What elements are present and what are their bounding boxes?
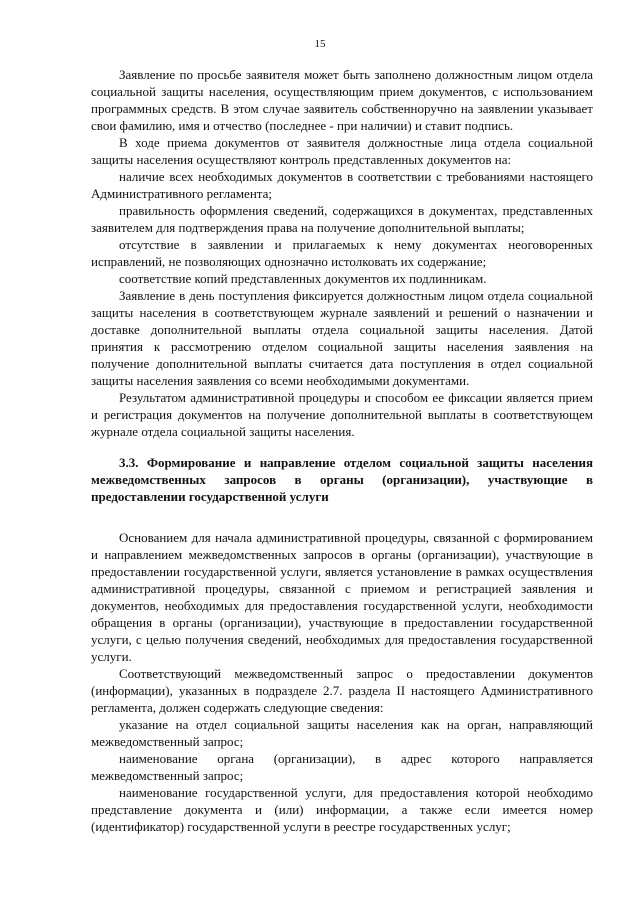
page-body (91, 66, 593, 835)
list-item: указание на отдел социальной защиты населения как на орган, направляющий межведомственный запрос; (91, 717, 593, 749)
paragraph: Основанием для начала административной процедуры, связанной с формированием и направлением межведомственных запросов в органы (организации), участвующие в предоставлении государственной услуги, является установление в рамках осуществления административной процедуры, связанной с приемом и регистрацией заявления и документов, необходимых для предоставления государственной услуги, необходимости обращения в органы (организации), участвующие в предоставлении государственной услуги, с целью получения сведений, необходимых для предоставления государственной услуги. (91, 530, 593, 664)
page-number: 15 (314, 38, 326, 50)
list-item: наименование государственной услуги, для предоставления которой необходимо представление документа и (или) информации, а также если имеется номер (идентификатор) государственной услуги в реестре государственных услуг; (91, 785, 593, 834)
paragraph: Заявление в день поступления фиксируется должностным лицом отдела социальной защиты населения в соответствующем журнале заявлений и решений о назначении и доставке дополнительной выплаты отдела социальной защиты населения. Датой принятия к рассмотрению отделом социальной защиты населения заявления на получение дополнительной выплаты считается дата поступления в отдел социальной защиты населения заявления со всеми необходимыми документами. (91, 288, 593, 388)
paragraph: Результатом административной процедуры и способом ее фиксации является прием и регистрация документов на получение дополнительной выплаты в соответствующем журнале отдела социальной защиты населения. (91, 390, 593, 439)
list-item: наличие всех необходимых документов в соответствии с требованиями настоящего Административного регламента; (91, 169, 593, 201)
list-item: соответствие копий представленных документов их подлинникам. (119, 271, 487, 286)
list-item: отсутствие в заявлении и прилагаемых к нему документах неоговоренных исправлений, не позволяющих однозначно истолковать их содержание; (91, 237, 593, 269)
paragraph: Соответствующий межведомственный запрос о предоставлении документов (информации), указанных в подразделе 2.7. раздела II настоящего Административного регламента, должен содержать следующие сведения: (91, 666, 593, 715)
list-item: правильность оформления сведений, содержащихся в документах, представленных заявителем для подтверждения права на получение дополнительной выплаты; (91, 203, 593, 235)
paragraph: В ходе приема документов от заявителя должностные лица отдела социальной защиты населения осуществляют контроль представленных документов на: (91, 135, 593, 167)
section-heading: 3.3. Формирование и направление отделом социальной защиты населения межведомственных запросов в органы (организации), участвующие в предоставлении государственной услуги (91, 455, 593, 504)
list-item: наименование органа (организации), в адрес которого направляется межведомственный запрос; (91, 751, 593, 783)
paragraph: Заявление по просьбе заявителя может быть заполнено должностным лицом отдела социальной защиты населения, осуществляющим прием документов, с использованием программных средств. В этом случае заявитель собственноручно на заявлении указывает свои фамилию, имя и отчество (последнее - при наличии) и ставит подпись. (91, 67, 593, 133)
